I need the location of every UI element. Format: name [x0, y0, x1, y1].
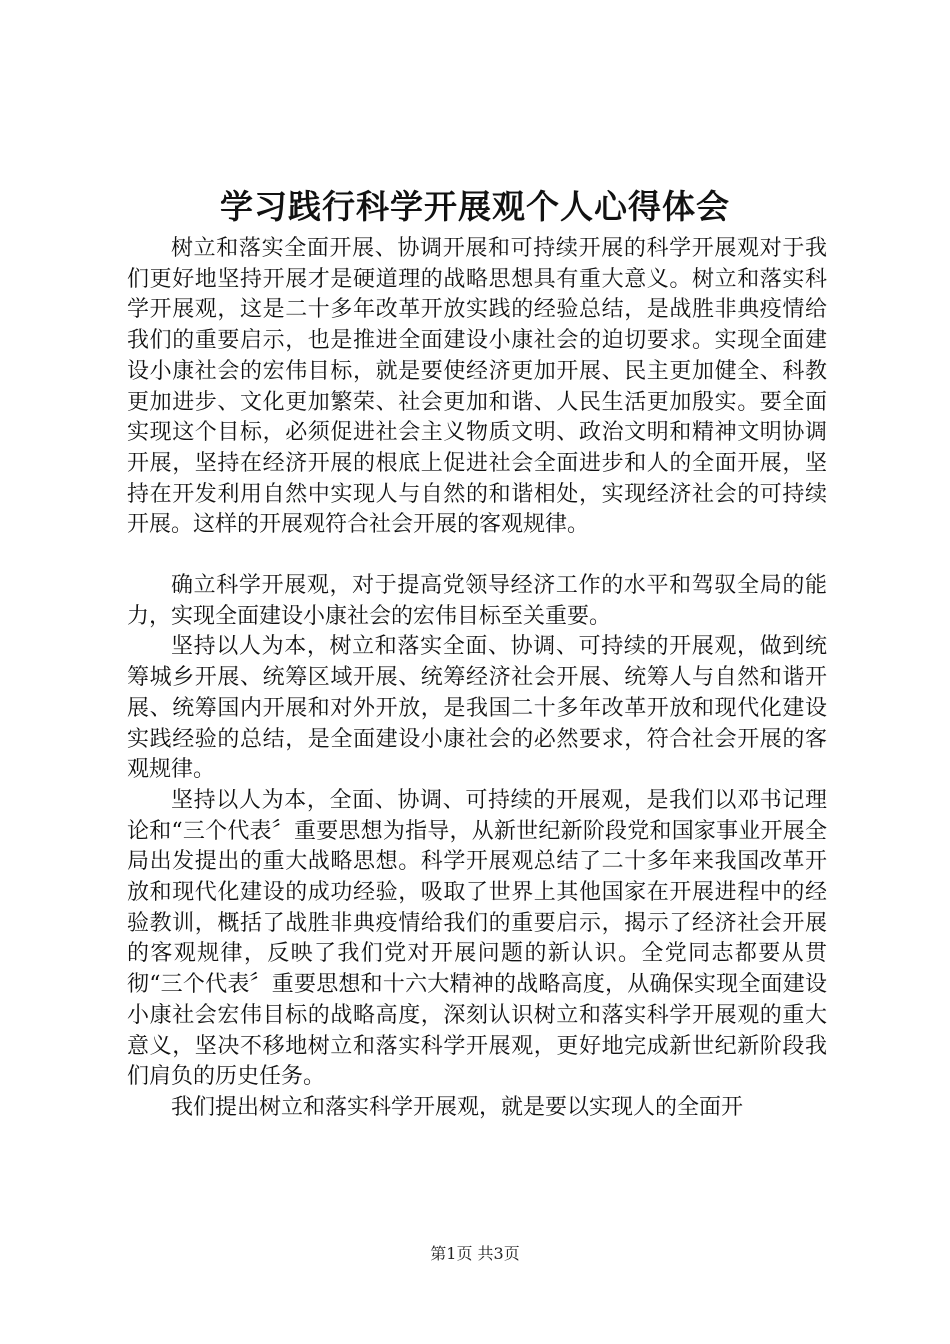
- document-body: [127, 234, 827, 1124]
- document-title: 学习践行科学开展观个人心得体会: [220, 187, 730, 226]
- page-number: 第1页 共3页: [430, 1244, 520, 1263]
- paragraph: 坚持以人为本，全面、协调、可持续的开展观，是我们以邓书记理论和“三个代表〞重要思想为指导，从新世纪新阶段党和国家事业开展全局出发提出的重大战略思想。科学开展观总结了二十多年来我国改革开放和现代化建设的成功经验，吸取了世界上其他国家在开展进程中的经验教训，概括了战胜非典疫情给我们的重要启示，揭示了经济社会开展的客观规律，反映了我们党对开展问题的新认识。全党同志都要从贯彻“三个代表〞重要思想和十六大精神的战略高度，从确保实现全面建设小康社会宏伟目标的战略高度，深刻认识树立和落实科学开展观的重大意义，坚决不移地树立和落实科学开展观，更好地完成新世纪新阶段我们肩负的历史任务。: [127, 787, 827, 1090]
- paragraph: 树立和落实全面开展、协调开展和可持续开展的科学开展观对于我们更好地坚持开展才是硬道理的战略思想具有重大意义。树立和落实科学开展观，这是二十多年改革开放实践的经验总结，是战胜非典疫情给我们的重要启示，也是推进全面建设小康社会的迫切要求。实现全面建设小康社会的宏伟目标，就是要使经济更加开展、民主更加健全、科教更加进步、文化更加繁荣、社会更加和谐、人民生活更加殷实。要全面实现这个目标，必须促进社会主义物质文明、政治文明和精神文明协调开展，坚持在经济开展的根底上促进社会全面进步和人的全面开展，坚持在开发利用自然中实现人与自然的和谐相处，实现经济社会的可持续开展。这样的开展观符合社会开展的客观规律。: [127, 236, 827, 538]
- paragraph: 我们提出树立和落实科学开展观，就是要以实现人的全面开: [171, 1094, 744, 1120]
- paragraph: 确立科学开展观，对于提高党领导经济工作的水平和驾驭全局的能力，实现全面建设小康社会的宏伟目标至关重要。: [127, 573, 827, 629]
- paragraph: 坚持以人为本，树立和落实全面、协调、可持续的开展观，做到统筹城乡开展、统筹区域开展、统筹经济社会开展、统筹人与自然和谐开展、统筹国内开展和对外开放，是我国二十多年改革开放和现代化建设实践经验的总结，是全面建设小康社会的必然要求，符合社会开展的客观规律。: [127, 634, 827, 783]
